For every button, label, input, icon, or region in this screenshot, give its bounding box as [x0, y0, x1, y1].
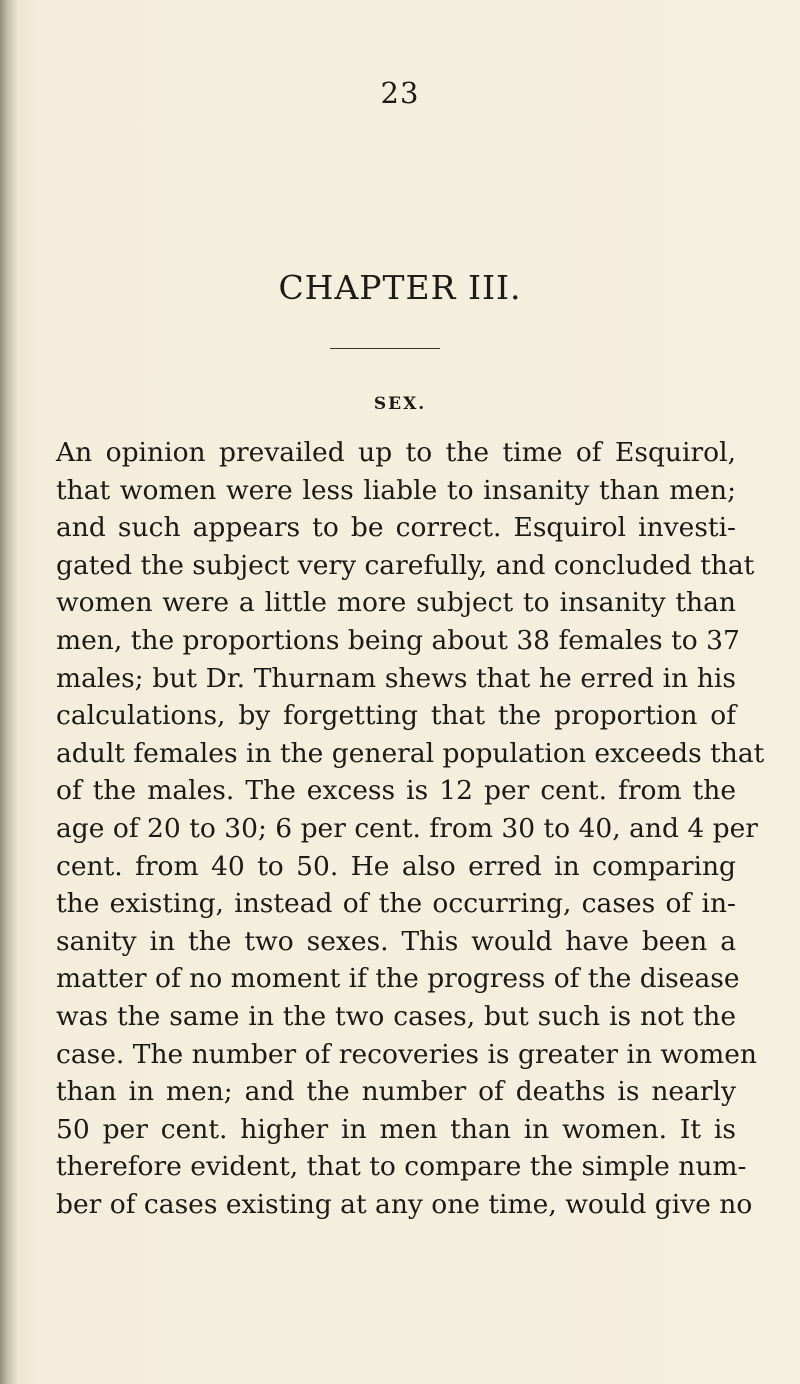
- section-title: SEX.: [373, 394, 427, 414]
- text-line: was the same in the two cases, but such is not the: [56, 1000, 736, 1032]
- text-line: women were a little more subject to insanity than: [56, 587, 736, 619]
- body-text: [56, 434, 765, 1223]
- text-line: 50 per cent. higher in men than in women. It is: [56, 1113, 736, 1145]
- text-line: case. The number of recoveries is greater in women: [56, 1038, 757, 1070]
- text-line: gated the subject very carefully, and concluded that: [56, 549, 755, 581]
- text-line: therefore evident, that to compare the simple num-: [56, 1151, 747, 1183]
- text-line: the existing, instead of the occurring, cases of in-: [56, 888, 736, 920]
- text-line: males; but Dr. Thurnam shews that he erred in his: [56, 662, 736, 694]
- text-line: adult females in the general population exceeds that: [56, 737, 765, 769]
- text-line: age of 20 to 30; 6 per cent. from 30 to 40, and 4 per: [56, 812, 758, 844]
- text-line: of the males. The excess is 12 per cent. from the: [56, 775, 736, 807]
- page-number: 23: [380, 76, 420, 110]
- text-line: and such appears to be correct. Esquirol investi-: [56, 512, 736, 544]
- text-line: matter of no moment if the progress of the disease: [56, 963, 740, 995]
- text-line: An opinion prevailed up to the time of Esquirol,: [56, 437, 736, 468]
- text-line: than in men; and the number of deaths is nearly: [56, 1076, 736, 1108]
- text-line: ber of cases existing at any one time, would give no: [56, 1188, 753, 1220]
- title-divider: [330, 348, 440, 349]
- chapter-title: CHAPTER III.: [278, 268, 522, 307]
- text-line: that women were less liable to insanity than men;: [56, 474, 736, 506]
- binding-edge: [0, 0, 18, 1384]
- text-line: calculations, by forgetting that the proportion of: [56, 700, 736, 732]
- text-line: men, the proportions being about 38 females to 37: [56, 624, 740, 656]
- text-line: sanity in the two sexes. This would have been a: [56, 925, 736, 957]
- text-line: cent. from 40 to 50. He also erred in comparing: [56, 850, 736, 882]
